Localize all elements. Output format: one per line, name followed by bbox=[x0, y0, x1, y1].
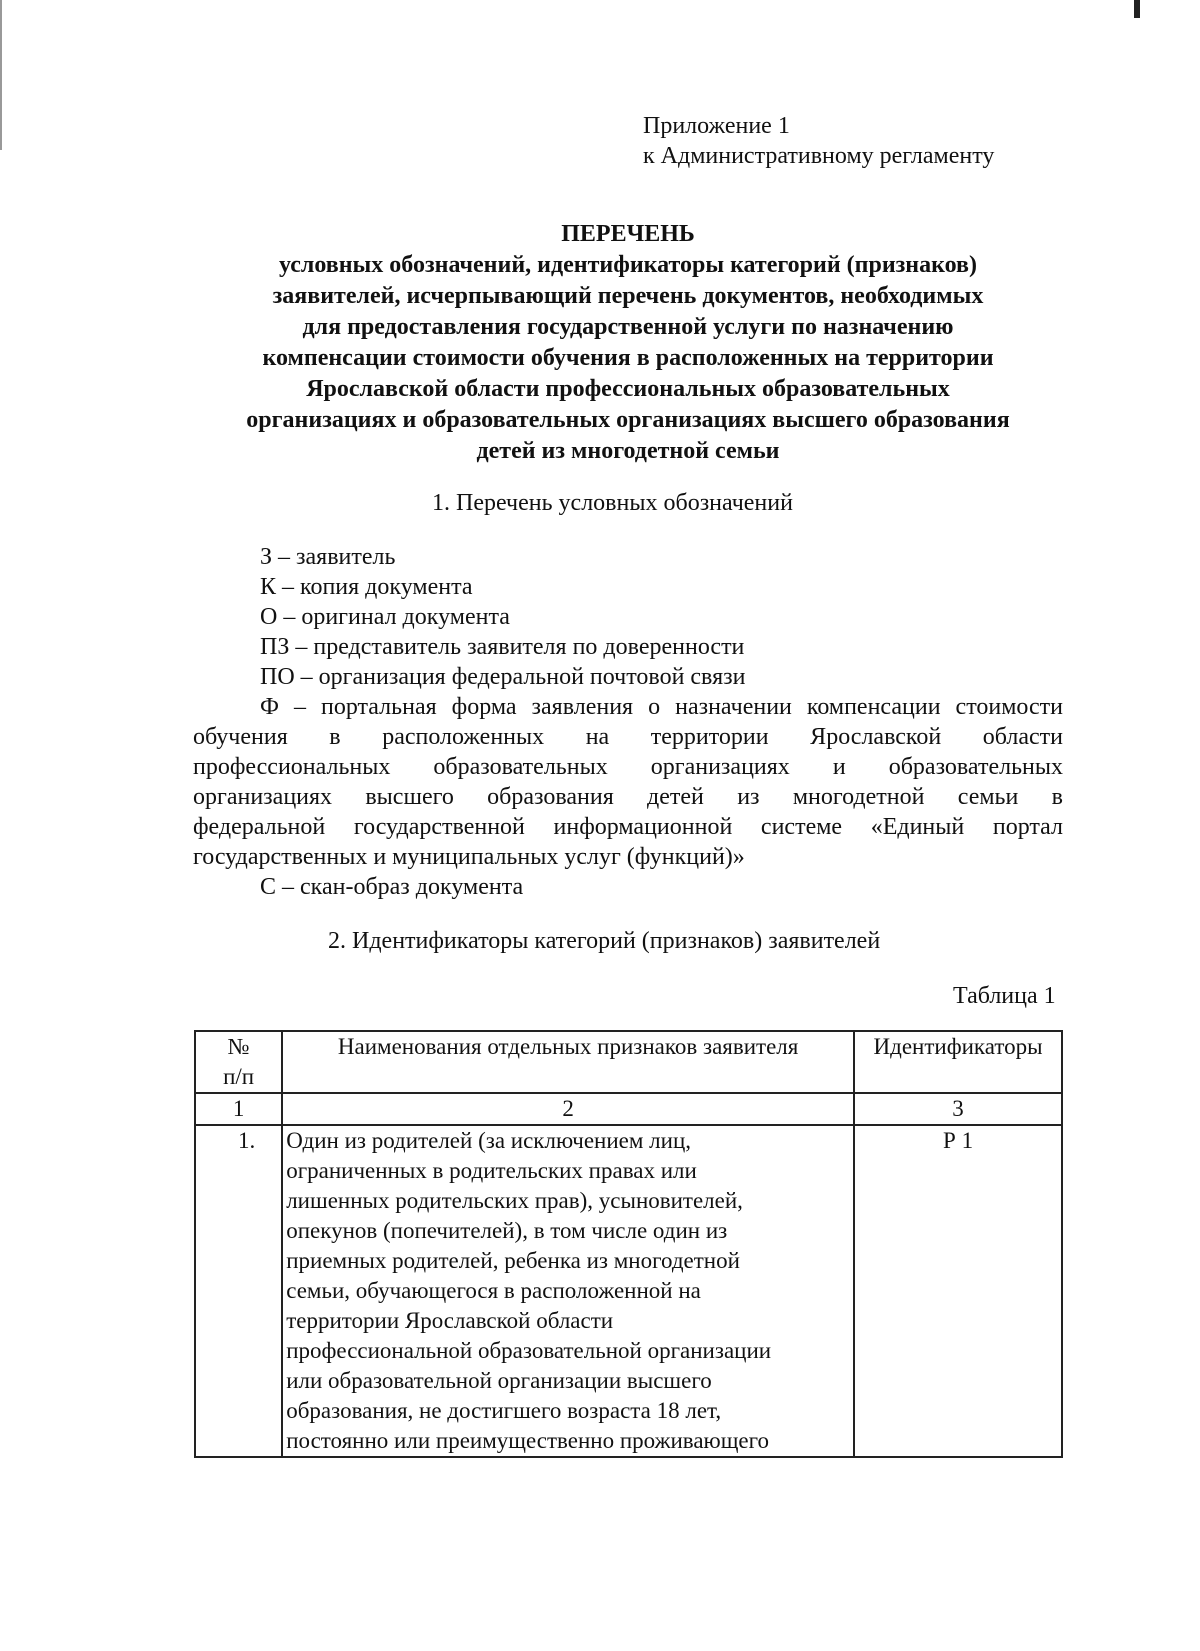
description-line: территории Ярославской области bbox=[286, 1308, 614, 1333]
row-identifier: Р 1 bbox=[854, 1125, 1062, 1457]
legend-item-f-line: организациях высшего образования детей из многодетной семьи в bbox=[193, 784, 1063, 810]
scan-corner-mark bbox=[1134, 0, 1140, 18]
column-number: 2 bbox=[282, 1093, 854, 1125]
title-line: детей из многодетной семьи bbox=[476, 438, 780, 464]
legend-item-f-line: профессиональных образовательных организациях и образовательных bbox=[193, 754, 1063, 780]
legend-item: С – скан-образ документа bbox=[260, 874, 524, 900]
table-label: Таблица 1 bbox=[953, 983, 1056, 1009]
header-cell-number bbox=[195, 1031, 282, 1093]
description-line: ограниченных в родительских правах или bbox=[286, 1158, 697, 1183]
description-line: образования, не достигшего возраста 18 лет, bbox=[286, 1398, 722, 1423]
title-line: заявителей, исчерпывающий перечень документов, необходимых bbox=[272, 283, 984, 309]
table-row bbox=[195, 1125, 1062, 1457]
scan-edge-mark bbox=[0, 0, 2, 150]
legend-item: З – заявитель bbox=[260, 544, 396, 570]
description-line: постоянно или преимущественно проживающего bbox=[286, 1428, 769, 1453]
title-line: компенсации стоимости обучения в расположенных на территории bbox=[262, 345, 994, 371]
legend-item-f-line: обучения в расположенных на территории Ярославской области bbox=[193, 724, 1063, 750]
description-line: приемных родителей, ребенка из многодетной bbox=[286, 1248, 740, 1273]
title-line: организациях и образовательных организациях высшего образования bbox=[246, 407, 1010, 433]
header-number-sign: № bbox=[227, 1034, 250, 1059]
title-line: Ярославской области профессиональных образовательных bbox=[306, 376, 950, 402]
legend-item: О – оригинал документа bbox=[260, 604, 510, 630]
description-line: опекунов (попечителей), в том числе один из bbox=[286, 1218, 728, 1243]
legend-item-f-line: федеральной государственной информационной системе «Единый портал bbox=[193, 814, 1063, 840]
legend-item: ПО – организация федеральной почтовой связи bbox=[260, 664, 746, 690]
row-description bbox=[282, 1125, 854, 1457]
header-number-abbr: п/п bbox=[223, 1064, 255, 1089]
title-line: для предоставления государственной услуги по назначению bbox=[302, 314, 954, 340]
row-number: 1. bbox=[195, 1125, 282, 1457]
legend-item: ПЗ – представитель заявителя по доверенности bbox=[260, 634, 745, 660]
annex-line-2: к Административному регламенту bbox=[643, 143, 995, 169]
section-2-heading: 2. Идентификаторы категорий (признаков) заявителей bbox=[328, 928, 881, 954]
description-line: профессиональной образовательной организации bbox=[286, 1338, 772, 1363]
legend-item-f-line: Ф – портальная форма заявления о назначении компенсации стоимости bbox=[260, 694, 1063, 720]
table-header-row bbox=[195, 1031, 1062, 1093]
description-line: лишенных родительских прав), усыновителей, bbox=[286, 1188, 743, 1213]
title-heading: ПЕРЕЧЕНЬ bbox=[561, 221, 695, 247]
description-line: Один из родителей (за исключением лиц, bbox=[286, 1128, 692, 1153]
annex-line-1: Приложение 1 bbox=[643, 113, 790, 139]
header-cell-name: Наименования отдельных признаков заявителя bbox=[282, 1031, 854, 1093]
column-number: 1 bbox=[195, 1093, 282, 1125]
applicant-categories-table bbox=[194, 1030, 1063, 1458]
description-line: или образовательной организации высшего bbox=[286, 1368, 712, 1393]
column-number-row bbox=[195, 1093, 1062, 1125]
title-line: условных обозначений, идентификаторы категорий (признаков) bbox=[278, 252, 977, 278]
header-cell-identifier: Идентификаторы bbox=[854, 1031, 1062, 1093]
column-number: 3 bbox=[854, 1093, 1062, 1125]
section-1-heading: 1. Перечень условных обозначений bbox=[432, 490, 793, 516]
description-line: семьи, обучающегося в расположенной на bbox=[286, 1278, 701, 1303]
legend-item-f-line: государственных и муниципальных услуг (функций)» bbox=[193, 844, 745, 870]
legend-item: К – копия документа bbox=[260, 574, 473, 600]
